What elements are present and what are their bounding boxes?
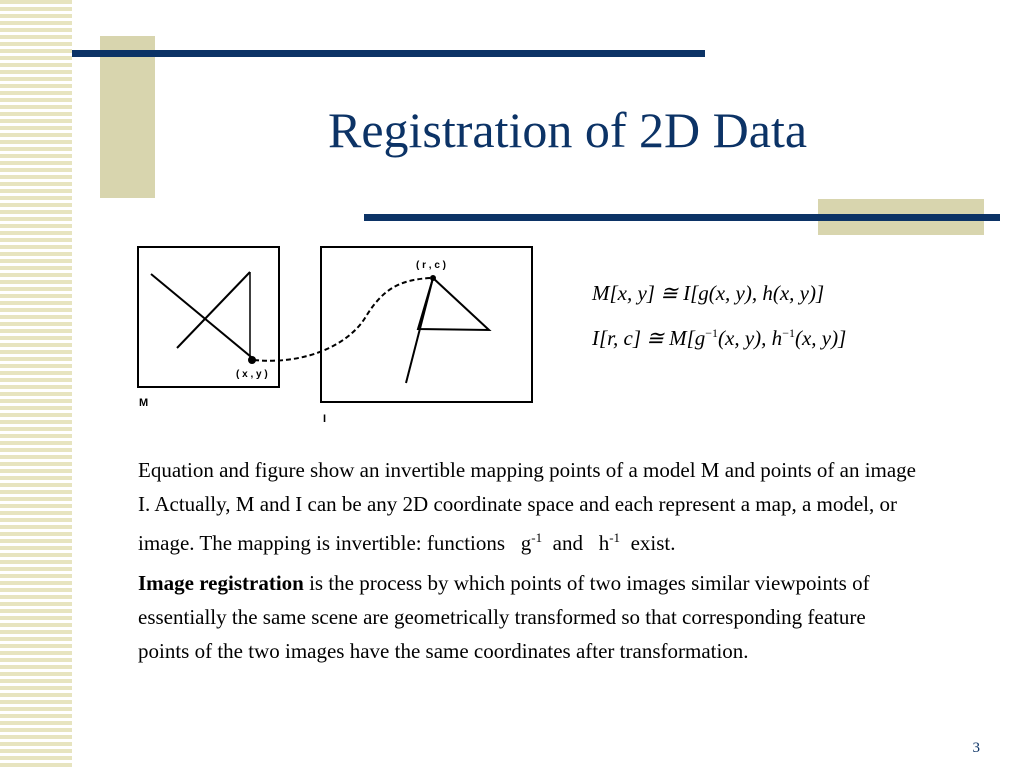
- left-decorative-stripe: [0, 0, 72, 768]
- paragraph-mapping: [138, 453, 918, 560]
- exist-word: exist.: [630, 531, 676, 555]
- g-symbol: g: [520, 531, 532, 555]
- paragraph-mapping-text: Equation and figure show an invertible mapping points of a model M and points of an image I. Actually, M and I can be any 2D coordinate space and each represent a map, a model, or image. The mapping is invertible: functions: [138, 458, 917, 555]
- point-rc-label: ( r , c ): [416, 260, 447, 271]
- and-word: and: [552, 531, 583, 555]
- eq2-suffix: (x, y)]: [794, 326, 847, 350]
- equation-inverse: [592, 313, 972, 358]
- panel-i-label: I: [323, 413, 327, 425]
- h-symbol: h: [598, 531, 610, 555]
- bottom-rule: [364, 214, 1000, 221]
- panel-i-line: [406, 278, 433, 383]
- top-rule: [72, 50, 705, 57]
- panel-m-line-a: [151, 274, 256, 361]
- panel-m-label: M: [139, 397, 149, 409]
- equation-block: [592, 273, 972, 358]
- eq2-h-exponent: −1: [782, 326, 795, 340]
- equation-forward: M[x, y] ≅ I[g(x, y), h(x, y)]: [592, 281, 825, 305]
- slide-title: Registration of 2D Data: [327, 102, 808, 158]
- panel-m-frame: [138, 247, 279, 387]
- eq2-mid: (x, y), h: [718, 326, 783, 350]
- panel-m-line-b: [177, 272, 250, 348]
- paragraph-registration-text: is the process by which points of two images similar viewpoints of essentially the same scene are geometrically transformed so that corresponding feature points of the two images have the same coordinates after transformation.: [138, 571, 870, 663]
- mapping-arrow: [254, 278, 430, 361]
- h-exponent: -1: [609, 530, 621, 545]
- g-exponent: -1: [531, 530, 543, 545]
- top-accent-block: [100, 36, 155, 198]
- panel-i-triangle: [418, 278, 489, 330]
- point-rc-marker: [430, 275, 436, 281]
- slide-body: [138, 453, 918, 674]
- mapping-figure: [130, 240, 540, 430]
- page-number: 3: [972, 740, 980, 756]
- paragraph-registration: [138, 566, 918, 668]
- point-xy-label: ( x , y ): [236, 369, 268, 380]
- registration-term: Image registration: [138, 571, 304, 595]
- eq2-g-exponent: −1: [705, 326, 719, 340]
- eq2-prefix: I[r, c] ≅ M[g: [592, 326, 706, 350]
